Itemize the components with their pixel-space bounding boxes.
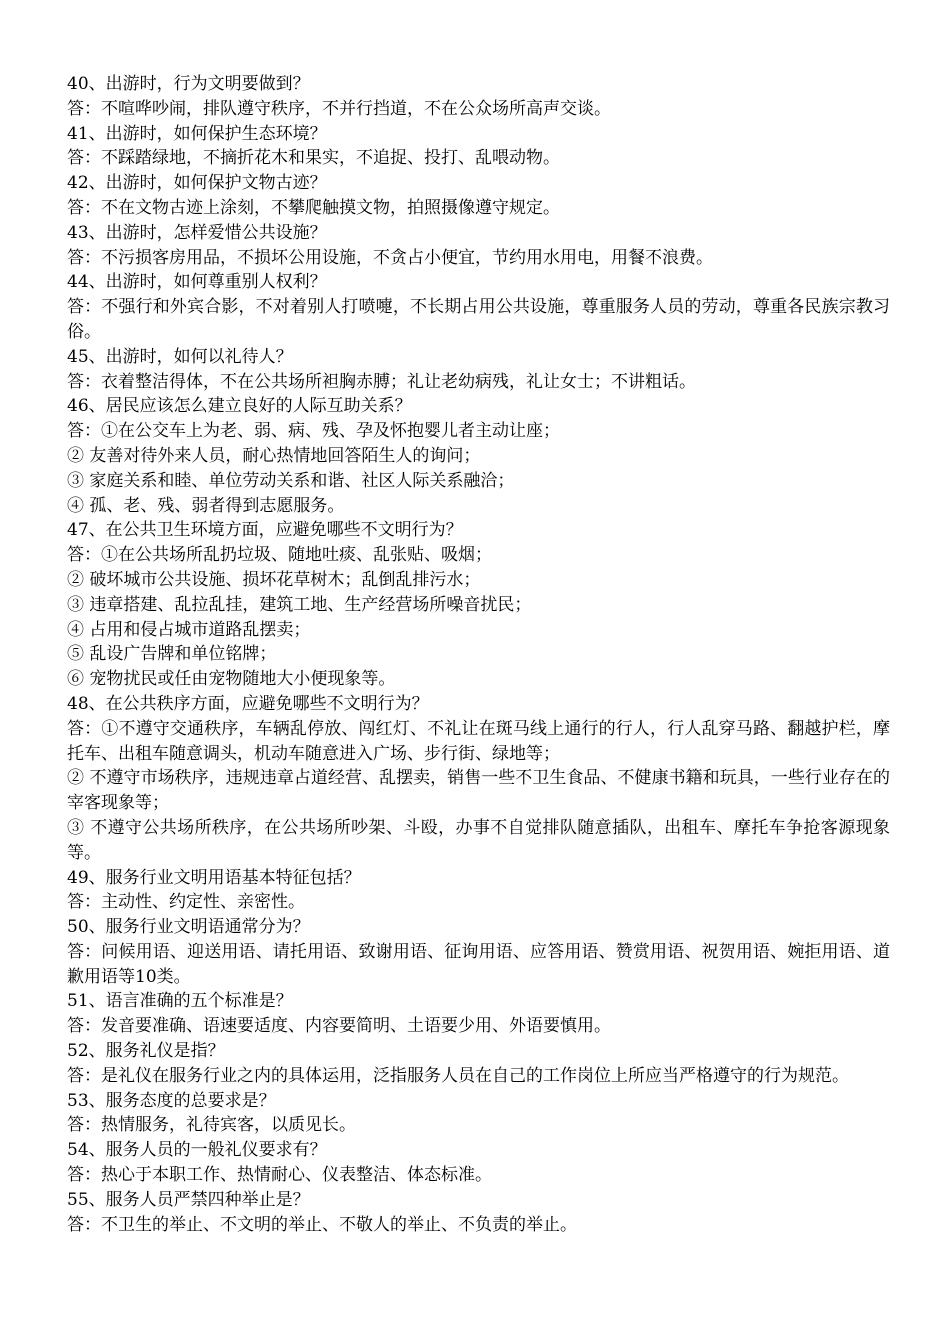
question-40: 40、出游时，行为文明要做到？ bbox=[67, 74, 310, 94]
answer-53: 答：热情服务，礼待宾客，以质见长。 bbox=[67, 1115, 356, 1136]
question-53: 53、服务态度的总要求是？ bbox=[67, 1090, 276, 1111]
answer-52: 答：是礼仪在服务行业之内的具体运用，泛指服务人员在自己的工作岗位上所应当严格遵守的行为规范。 bbox=[67, 1065, 849, 1086]
answer-48-item-2: ② 不遵守市场秩序，违规违章占道经营、乱摆卖，销售一些不卫生食品、不健康书籍和玩具，一些行业存在的宰客现象等； bbox=[67, 768, 890, 814]
answer-54: 答：热心于本职工作、热情耐心、仪表整洁、体态标准。 bbox=[67, 1165, 492, 1186]
answer-40: 答：不喧哗吵闹，排队遵守秩序，不并行挡道，不在公众场所高声交谈。 bbox=[67, 98, 611, 119]
question-52: 52、服务礼仪是指？ bbox=[67, 1041, 225, 1062]
question-41: 41、出游时，如何保护生态环境？ bbox=[67, 123, 327, 144]
question-47: 47、在公共卫生环境方面，应避免哪些不文明行为？ bbox=[67, 520, 463, 541]
answer-47-item-2: ② 破坏城市公共设施、损坏花草树木；乱倒乱排污水； bbox=[67, 569, 481, 590]
answer-51: 答：发音要准确、语速要适度、内容要简明、土语要少用、外语要慎用。 bbox=[67, 1016, 611, 1037]
answer-44: 答：不强行和外宾合影，不对着别人打喷嚏，不长期占用公共设施，尊重服务人员的劳动，尊重各民族宗教习俗。 bbox=[67, 297, 890, 342]
answer-49: 答：主动性、约定性、亲密性。 bbox=[67, 892, 305, 913]
answer-48-item-1: 答：①不遵守交通秩序，车辆乱停放、闯红灯、不礼让在斑马线上通行的行人，行人乱穿马路、翻越护栏，摩托车、出租车随意调头，机动车随意进入广场、步行街、绿地等； bbox=[67, 718, 890, 764]
answer-47-item-4: ④ 占用和侵占城市道路乱摆卖； bbox=[67, 619, 311, 640]
answer-45: 答：衣着整洁得体，不在公共场所袒胸赤膊；礼让老幼病残，礼让女士；不讲粗话。 bbox=[67, 371, 696, 392]
answer-41: 答：不踩踏绿地，不摘折花木和果实，不追捉、投打、乱喂动物。 bbox=[67, 148, 560, 169]
question-51: 51、语言准确的五个标准是？ bbox=[67, 991, 293, 1012]
question-50: 50、服务行业文明语通常分为？ bbox=[67, 917, 310, 938]
answer-46-item-3: ③ 家庭关系和睦、单位劳动关系和谐、社区人际关系融洽； bbox=[67, 470, 515, 491]
question-46: 46、居民应该怎么建立良好的人际互助关系？ bbox=[67, 396, 412, 417]
answer-42: 答：不在文物古迹上涂刻，不攀爬触摸文物，拍照摄像遵守规定。 bbox=[67, 197, 560, 218]
question-48: 48、在公共秩序方面，应避免哪些不文明行为？ bbox=[67, 693, 429, 714]
question-44: 44、出游时，如何尊重别人权利？ bbox=[67, 272, 327, 293]
answer-55: 答：不卫生的举止、不文明的举止、不敬人的举止、不负责的举止。 bbox=[67, 1214, 577, 1235]
question-43: 43、出游时，怎样爱惜公共设施？ bbox=[67, 222, 327, 243]
question-54: 54、服务人员的一般礼仪要求有？ bbox=[67, 1140, 327, 1161]
answer-48-item-3: ③ 不遵守公共场所秩序，在公共场所吵架、斗殴，办事不自觉排队随意插队，出租车、摩托车争抢客源现象等。 bbox=[67, 817, 890, 863]
question-42: 42、出游时，如何保护文物古迹？ bbox=[67, 173, 327, 194]
question-49: 49、服务行业文明用语基本特征包括？ bbox=[67, 867, 361, 888]
answer-46-item-1: 答：①在公交车上为老、弱、病、残、孕及怀抱婴儿者主动让座； bbox=[67, 421, 560, 442]
answer-50: 答：问候用语、迎送用语、请托用语、致谢用语、征询用语、应答用语、赞赏用语、祝贺用语、婉拒用语、道歉用语等10类。 bbox=[67, 941, 890, 987]
answer-47-item-3: ③ 违章搭建、乱拉乱挂，建筑工地、生产经营场所噪音扰民； bbox=[67, 594, 532, 615]
answer-47-item-6: ⑥ 宠物扰民或任由宠物随地大小便现象等。 bbox=[67, 669, 396, 690]
question-55: 55、服务人员严禁四种举止是？ bbox=[67, 1189, 310, 1210]
answer-46-item-4: ④ 孤、老、残、弱者得到志愿服务。 bbox=[67, 495, 345, 516]
answer-47-item-5: ⑤ 乱设广告牌和单位铭牌； bbox=[67, 644, 277, 665]
question-45: 45、出游时，如何以礼待人？ bbox=[67, 346, 293, 367]
answer-46-item-2: ② 友善对待外来人员，耐心热情地回答陌生人的询问； bbox=[67, 445, 481, 466]
answer-43: 答：不污损客房用品，不损坏公用设施，不贪占小便宜，节约用水用电，用餐不浪费。 bbox=[67, 247, 713, 268]
answer-47-item-1: 答：①在公共场所乱扔垃圾、随地吐痰、乱张贴、吸烟； bbox=[67, 545, 492, 566]
